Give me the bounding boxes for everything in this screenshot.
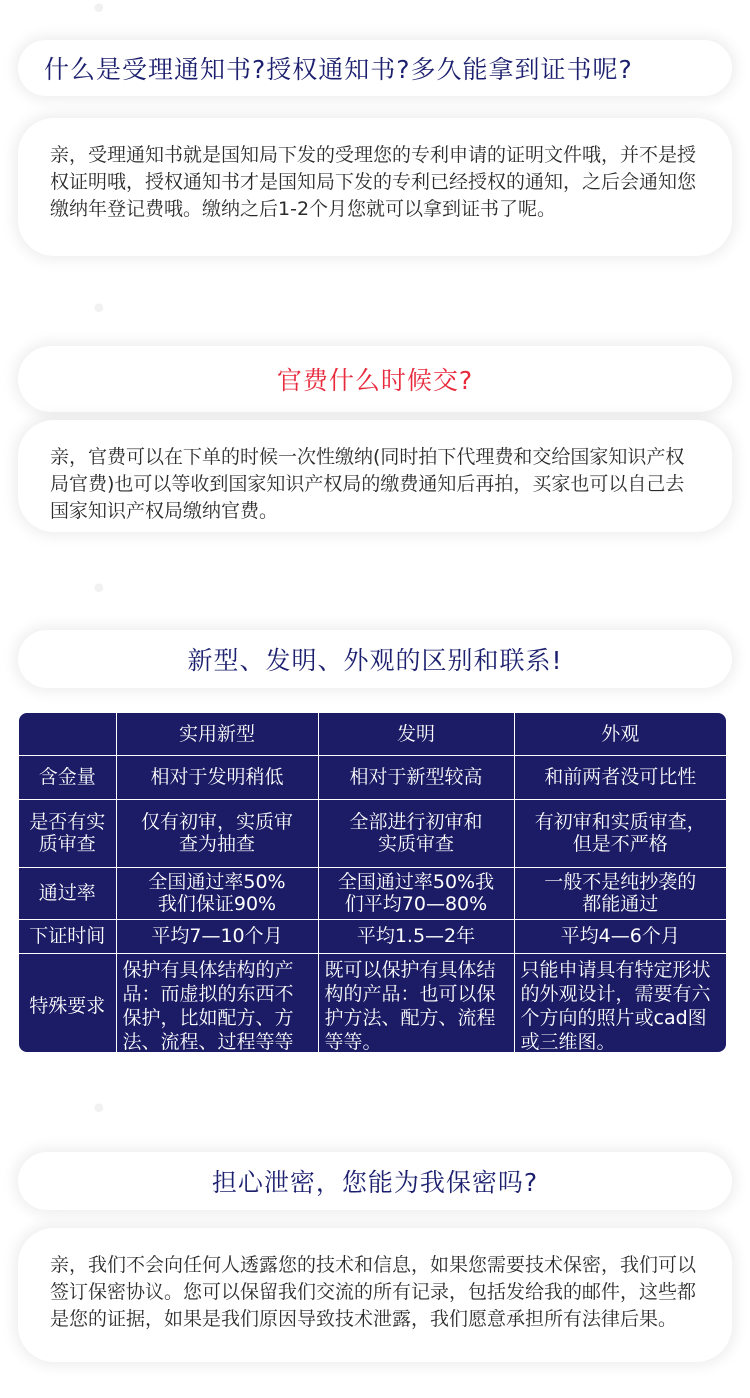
table-header-cell bbox=[19, 713, 116, 755]
answer-card-1 bbox=[18, 118, 732, 256]
table-cell: 相对于发明稍低 bbox=[116, 755, 318, 799]
question-text: 新型、发明、外观的区别和联系! bbox=[187, 646, 563, 675]
question-text: 担心泄密，您能为我保密吗? bbox=[211, 1168, 539, 1197]
decorative-mark: • bbox=[90, 0, 108, 27]
table-cell: 平均4—6个月 bbox=[514, 919, 726, 953]
table-header-cell: 发明 bbox=[318, 713, 514, 755]
row-label: 通过率 bbox=[19, 867, 116, 919]
question-text: 什么是受理通知书?授权通知书?多久能拿到证书呢? bbox=[44, 55, 633, 84]
comparison-table bbox=[19, 713, 726, 1052]
table-cell: 既可以保护有具体结构的产品：也可以保护方法、配方、流程等等。 bbox=[318, 953, 514, 1052]
table-header-cell: 外观 bbox=[514, 713, 726, 755]
table-cell: 全国通过率50%我们平均70—80% bbox=[318, 867, 514, 919]
decorative-mark: • bbox=[90, 572, 108, 607]
answer-card-2 bbox=[18, 420, 732, 532]
table-cell: 保护有具体结构的产品：而虚拟的东西不保护，比如配方、方法、流程、过程等等 bbox=[116, 953, 318, 1052]
table-cell: 有初审和实质审查，但是不严格 bbox=[514, 799, 726, 867]
table-cell: 平均1.5—2年 bbox=[318, 919, 514, 953]
table-cell: 和前两者没可比性 bbox=[514, 755, 726, 799]
row-label: 是否有实质审查 bbox=[19, 799, 116, 867]
table-header-cell: 实用新型 bbox=[116, 713, 318, 755]
table-cell: 仅有初审，实质审查为抽查 bbox=[116, 799, 318, 867]
table-row bbox=[19, 919, 726, 953]
table-row bbox=[19, 755, 726, 799]
table-cell: 一般不是纯抄袭的都能通过 bbox=[514, 867, 726, 919]
table-cell: 相对于新型较高 bbox=[318, 755, 514, 799]
question-banner-3 bbox=[18, 630, 732, 688]
table-row bbox=[19, 953, 726, 1052]
table-cell: 平均7—10个月 bbox=[116, 919, 318, 953]
table-header-row bbox=[19, 713, 726, 755]
answer-card-4 bbox=[18, 1228, 732, 1362]
table-cell: 全国通过率50%我们保证90% bbox=[116, 867, 318, 919]
question-banner-4 bbox=[18, 1152, 732, 1210]
row-label: 下证时间 bbox=[19, 919, 116, 953]
answer-text: 亲，受理通知书就是国知局下发的受理您的专利申请的证明文件哦，并不是授权证明哦，授权通知书才是国知局下发的专利已经授权的通知，之后会通知您缴纳年登记费哦。缴纳之后1-2个月您就可以拿到证书了呢。 bbox=[50, 144, 697, 220]
answer-text: 亲，官费可以在下单的时候一次性缴纳(同时拍下代理费和交给国家知识产权局官费)也可以等收到国家知识产权局的缴费通知后再拍，买家也可以自己去国家知识产权局缴纳官费。 bbox=[50, 446, 685, 522]
table-cell: 只能申请具有特定形状的外观设计，需要有六个方向的照片或cad图或三维图。 bbox=[520, 958, 711, 1052]
question-text: 官费什么时候交? bbox=[276, 366, 474, 395]
question-banner-2 bbox=[18, 346, 732, 412]
question-banner-1 bbox=[18, 40, 732, 96]
decorative-mark: • bbox=[90, 292, 108, 327]
table-cell: 全部进行初审和实质审查 bbox=[318, 799, 514, 867]
row-label: 含金量 bbox=[19, 755, 116, 799]
decorative-mark: • bbox=[90, 1092, 108, 1127]
answer-text: 亲，我们不会向任何人透露您的技术和信息，如果您需要技术保密，我们可以签订保密协议。您可以保留我们交流的所有记录，包括发给我的邮件，这些都是您的证据，如果是我们原因导致技术泄露，我们愿意承担所有法律后果。 bbox=[50, 1254, 697, 1330]
table-row bbox=[19, 867, 726, 919]
row-label: 特殊要求 bbox=[19, 953, 116, 1052]
table-row bbox=[19, 799, 726, 867]
